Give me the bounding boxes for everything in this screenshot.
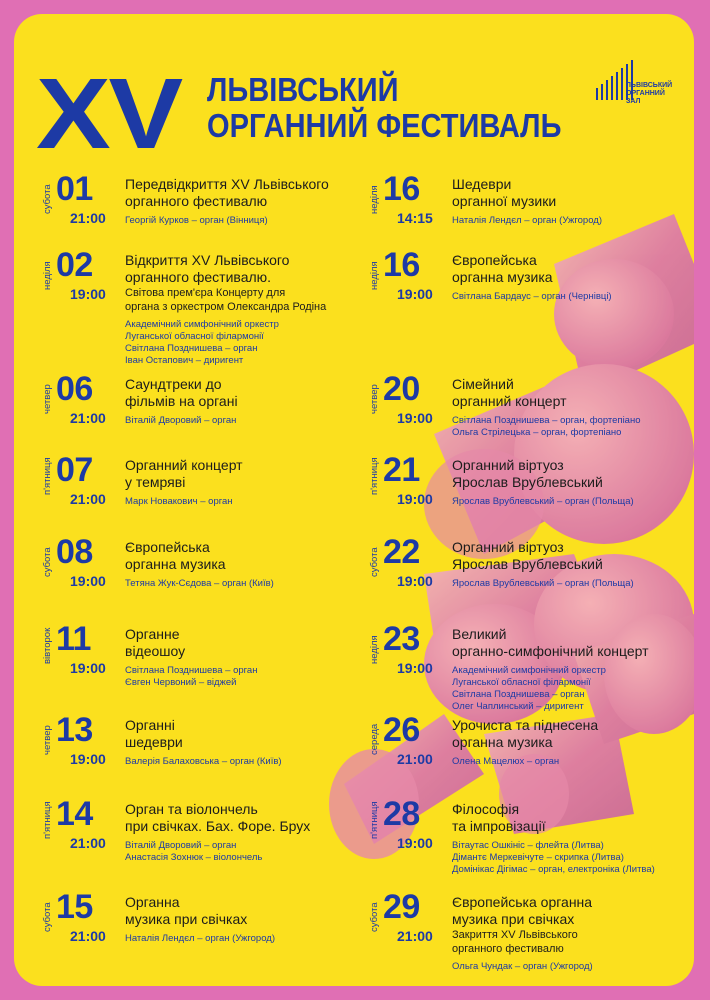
event-title-line: у темряві <box>125 474 186 490</box>
event-title-line: та імпровізації <box>452 818 546 834</box>
event-title-line: Сімейний <box>452 376 514 392</box>
event-title <box>125 626 185 660</box>
event-time: 21:00 <box>70 835 106 851</box>
performer-line: Марк Новакович – орган <box>125 496 233 507</box>
performer-line: Віталій Дворовий – орган <box>125 415 237 426</box>
performer-line: Луганської обласної філармонії <box>125 331 264 342</box>
event-weekday: субота <box>369 902 380 932</box>
event-title-line: органного фестивалю <box>125 193 268 209</box>
event-time: 21:00 <box>397 928 433 944</box>
performer-line: Георгій Курков – орган (Вінниця) <box>125 215 268 226</box>
event-time: 21:00 <box>70 410 106 426</box>
event-subtitle-line: органного фестивалю <box>452 943 564 955</box>
event-time: 14:15 <box>397 210 433 226</box>
event-date: 23 <box>383 620 420 658</box>
event-title-line: Європейська <box>452 252 537 268</box>
performer-line: Ольга Стрілецька – орган, фортепіано <box>452 427 622 438</box>
event-date: 13 <box>56 711 93 749</box>
performer-line: Ярослав Врублевський – орган (Польща) <box>452 496 634 507</box>
event-title-line: Органні <box>125 717 175 733</box>
event-date: 01 <box>56 170 93 208</box>
event-title <box>125 539 226 573</box>
performer-line: Домінікас Дігімас – орган, електроніка (Литва) <box>452 864 655 875</box>
event-date: 16 <box>383 246 420 284</box>
event-performers <box>125 496 233 508</box>
event-weekday: середа <box>369 723 380 755</box>
event-title-line: відеошоу <box>125 643 186 659</box>
event-performers <box>452 291 612 303</box>
event-title <box>125 457 243 491</box>
performer-line: Академічний симфонічний оркестр <box>452 665 606 676</box>
event-title <box>452 176 556 210</box>
event-weekday: четвер <box>369 384 380 414</box>
event-date: 14 <box>56 795 93 833</box>
event-performers <box>452 415 641 439</box>
performer-line: Ярослав Врублевський – орган (Польща) <box>452 578 634 589</box>
event-title-line: Органний віртуоз <box>452 539 564 555</box>
event-title-line: Відкриття XV Львівського <box>125 252 290 268</box>
event-weekday: субота <box>369 547 380 577</box>
performer-line: Світлана Позднишева – орган <box>125 665 258 676</box>
event-time: 19:00 <box>70 660 106 676</box>
event-date: 22 <box>383 533 420 571</box>
event-date: 06 <box>56 370 93 408</box>
event-date: 11 <box>56 620 91 658</box>
event-time: 21:00 <box>70 491 106 507</box>
event-performers <box>125 215 268 227</box>
performer-line: Світлана Позднишева – орган <box>452 689 585 700</box>
event-performers <box>125 415 236 427</box>
organ-hall-logo-text: ЛЬВІВСЬКИЙ ОРГАННИЙ ЗАЛ <box>626 82 673 105</box>
event-title <box>452 252 553 286</box>
event-title <box>452 717 598 751</box>
performer-line: Анастасія Зохнюк – віолончель <box>125 852 263 863</box>
event-title <box>452 457 603 491</box>
event-title-line: Філософія <box>452 801 520 817</box>
festival-title-line2: ОРГАННИЙ ФЕСТИВАЛЬ <box>207 107 562 144</box>
event-performers <box>452 215 602 227</box>
event-performers <box>452 961 593 973</box>
performer-line: Віталій Дворовий – орган <box>125 840 237 851</box>
event-time: 19:00 <box>397 491 433 507</box>
event-title-line: Орган та віолончель <box>125 801 258 817</box>
event-title-line: Великий <box>452 626 507 642</box>
event-title <box>452 539 603 573</box>
performer-line: Тетяна Жук-Сєдова – орган (Київ) <box>125 578 274 589</box>
event-title-line: музика при свічках <box>125 911 248 927</box>
event-title-line: органного фестивалю. <box>125 269 272 285</box>
event-title-line: органна музика <box>125 556 226 572</box>
performer-line: Євген Червоний – віджей <box>125 677 237 688</box>
event-date: 08 <box>56 533 93 571</box>
performer-line: Світлана Позднишева – орган, фортепіано <box>452 415 641 426</box>
event-date: 07 <box>56 451 93 489</box>
event-performers <box>125 933 275 945</box>
performer-line: Світлана Позднишева – орган <box>125 343 258 354</box>
event-title <box>125 717 183 751</box>
event-weekday: четвер <box>42 384 53 414</box>
event-performers <box>125 319 279 367</box>
event-weekday: вівторок <box>42 627 53 664</box>
event-title-line: Органний віртуоз <box>452 457 564 473</box>
festival-poster <box>14 14 694 986</box>
event-weekday: неділя <box>369 185 380 214</box>
event-weekday: субота <box>42 902 53 932</box>
event-title <box>125 176 329 210</box>
event-subtitle-line: органа з оркестром Олександра Родіна <box>125 301 327 313</box>
performer-line: Світлана Бардаус – орган (Чернівці) <box>452 291 612 302</box>
event-title <box>125 376 238 410</box>
event-performers <box>452 756 559 768</box>
event-time: 19:00 <box>397 660 433 676</box>
performer-line: Олег Чаплинський – диригент <box>452 701 584 712</box>
event-performers <box>452 496 634 508</box>
event-title-line: фільмів на органі <box>125 393 238 409</box>
event-title-line: органної музики <box>452 193 557 209</box>
event-weekday: субота <box>42 547 53 577</box>
event-time: 19:00 <box>70 286 106 302</box>
event-title-line: органна музика <box>452 734 553 750</box>
event-title-line: Ярослав Врублевський <box>452 556 603 572</box>
event-date: 02 <box>56 246 93 284</box>
festival-title <box>207 72 561 144</box>
event-title-line: при свічках. Бах. Форе. Брух <box>125 818 311 834</box>
event-date: 16 <box>383 170 420 208</box>
event-title-line: Урочиста та піднесена <box>452 717 599 733</box>
event-title-line: Європейська органна <box>452 894 593 910</box>
event-time: 19:00 <box>70 751 106 767</box>
event-weekday: п'ятниця <box>369 801 380 839</box>
event-weekday: п'ятниця <box>369 457 380 495</box>
performer-line: Луганської обласної філармонії <box>452 677 591 688</box>
event-title-line: шедеври <box>125 734 183 750</box>
event-title-line: Органний концерт <box>125 457 243 473</box>
event-time: 19:00 <box>397 286 433 302</box>
event-title <box>125 894 247 928</box>
event-time: 21:00 <box>397 751 433 767</box>
event-performers <box>452 665 606 713</box>
event-title-line: Шедеври <box>452 176 512 192</box>
event-time: 21:00 <box>70 928 106 944</box>
event-title-line: органна музика <box>452 269 553 285</box>
event-title <box>452 801 546 835</box>
performer-line: Дімантє Меркевічуте – скрипка (Литва) <box>452 852 624 863</box>
performer-line: Наталія Лендєл – орган (Ужгород) <box>125 933 275 944</box>
event-title <box>125 801 310 835</box>
event-performers <box>125 578 274 590</box>
event-performers <box>125 756 282 768</box>
performer-line: Валерія Балаховська – орган (Київ) <box>125 756 282 767</box>
festival-title-line1: ЛЬВІВСЬКИЙ <box>207 71 399 108</box>
event-weekday: неділя <box>42 261 53 290</box>
event-title-line: органний концерт <box>452 393 567 409</box>
event-time: 19:00 <box>397 410 433 426</box>
performer-line: Ольга Чундак – орган (Ужгород) <box>452 961 593 972</box>
event-title-line: Органна <box>125 894 180 910</box>
performer-line: Вітаутас Ошкініс – флейта (Литва) <box>452 840 604 851</box>
event-title <box>452 376 567 410</box>
event-performers <box>452 840 655 876</box>
event-title <box>452 626 649 660</box>
event-performers <box>452 578 634 590</box>
performer-line: Наталія Лендєл – орган (Ужгород) <box>452 215 602 226</box>
event-time: 19:00 <box>70 573 106 589</box>
event-date: 28 <box>383 795 420 833</box>
event-date: 20 <box>383 370 420 408</box>
event-date: 21 <box>383 451 420 489</box>
event-weekday: неділя <box>369 261 380 290</box>
event-weekday: субота <box>42 184 53 214</box>
event-title-line: Органне <box>125 626 180 642</box>
event-title-line: Передвідкриття XV Львівського <box>125 176 329 192</box>
event-subtitle-line: Закриття XV Львівського <box>452 929 578 941</box>
event-weekday: п'ятниця <box>42 457 53 495</box>
event-weekday: неділя <box>369 635 380 664</box>
event-time: 19:00 <box>397 573 433 589</box>
event-date: 15 <box>56 888 93 926</box>
event-weekday: четвер <box>42 725 53 755</box>
event-date: 29 <box>383 888 420 926</box>
performer-line: Академічний симфонічний оркестр <box>125 319 279 330</box>
performer-line: Олена Мацелюх – орган <box>452 756 560 767</box>
event-title <box>125 252 326 314</box>
event-time: 21:00 <box>70 210 106 226</box>
event-performers <box>125 840 262 864</box>
event-time: 19:00 <box>397 835 433 851</box>
festival-numeral: XV <box>36 58 181 170</box>
event-title-line: Європейська <box>125 539 210 555</box>
event-performers <box>125 665 257 689</box>
event-title-line: Ярослав Врублевський <box>452 474 603 490</box>
event-weekday: п'ятниця <box>42 801 53 839</box>
performer-line: Іван Остапович – диригент <box>125 355 244 366</box>
event-date: 26 <box>383 711 420 749</box>
event-subtitle-line: Світова прем'єра Концерту для <box>125 287 286 299</box>
event-title-line: музика при свічках <box>452 911 575 927</box>
event-title-line: Саундтреки до <box>125 376 222 392</box>
event-title-line: органно-симфонічний концерт <box>452 643 649 659</box>
event-title <box>452 894 592 956</box>
